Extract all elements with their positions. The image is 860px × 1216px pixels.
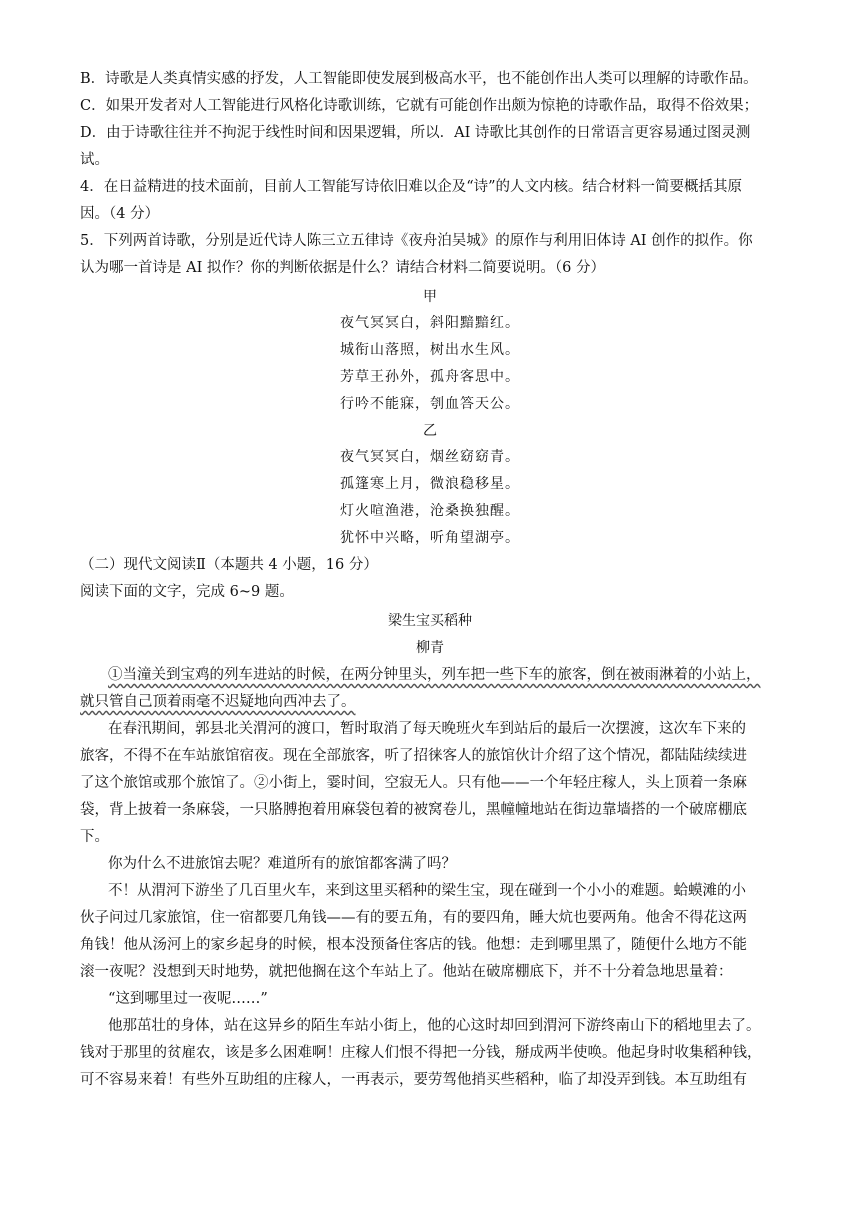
paragraph-line: 钱对于那里的贫雇农，该是多么困难啊！庄稼人们恨不得把一分钱，掰成两半使唤。他起身时收集稻种钱， [80, 1045, 762, 1061]
section-heading: （二）现代文阅读Ⅱ（本题共 4 小题，16 分） [80, 557, 378, 573]
story-author: 柳青 [416, 640, 444, 656]
option-c: C．如果开发者对人工智能进行风格化诗歌训练，它就有可能创作出颇为惊艳的诗歌作品，取得不俗效果； [80, 98, 759, 114]
poem-a-line: 夜气冥冥白，斜阳黯黯红。 [340, 315, 520, 331]
underlined-sentence: ①当潼关到宝鸡的列车进站的时候，在两分钟里头，列车把一些下车的旅客，倒在被雨淋着的小站上， [108, 667, 761, 683]
paragraph-line: 袋，背上披着一条麻袋，一只胳膊抱着用麻袋包着的被窝卷儿，黑幢幢地站在街边靠墙搭的一个破席棚底 [80, 802, 747, 818]
question-5-line2: 认为哪一首诗是 AI 拟作？你的判断依据是什么？请结合材料二简要说明。（6 分） [80, 260, 605, 276]
poem-b-line: 夜气冥冥白，烟丝窈窈青。 [340, 449, 520, 465]
poem-b-line: 犹怀中兴略，听角望湖亭。 [340, 530, 520, 546]
paragraph-line: 在春汛期间，郭县北关渭河的渡口，暂时取消了每天晚班火车到站后的最后一次摆渡，这次车下来的 [108, 721, 746, 737]
paragraph-line: 伙子问过几家旅馆，住一宿都要几角钱——有的要五角，有的要四角，睡大炕也要两角。他舍不得花这两 [80, 910, 747, 926]
paragraph-line: 旅客，不得不在车站旅馆宿夜。现在全部旅客，听了招徕客人的旅馆伙计介绍了这个情况，都陆陆续续进 [80, 748, 747, 764]
paragraph-line: 滚一夜呢？没想到天时地势，就把他搁在这个车站上了。他站在破席棚底下，并不十分着急地思量着： [80, 964, 733, 980]
question-4-line1: 4．在日益精进的技术面前，目前人工智能写诗依旧难以企及“诗”的人文内核。结合材料一简要概括其原 [80, 179, 743, 195]
option-d-line2: 试。 [80, 152, 109, 168]
question-5-line1: 5．下列两首诗歌，分别是近代诗人陈三立五律诗《夜舟泊吴城》的原作与利用旧体诗 AI 创作的拟作。你 [80, 233, 753, 249]
poem-a-line: 芳草王孙外，孤舟客思中。 [340, 369, 520, 385]
option-d-line1: D．由于诗歌往往并不拘泥于线性时间和因果逻辑，所以．AI 诗歌比其创作的日常语言更容易通过图灵测 [80, 125, 751, 141]
paragraph-line [108, 662, 784, 689]
paragraph-line: “这到哪里过一夜呢……” [108, 991, 268, 1007]
section-instruction: 阅读下面的文字，完成 6~9 题。 [80, 584, 294, 600]
paragraph-line: 他那茁壮的身体，站在这异乡的陌生车站小街上，他的心这时却回到渭河下游终南山下的稻地里去了。 [108, 1018, 761, 1034]
poem-b-line: 孤篷寒上月，微浪稳移星。 [340, 476, 520, 492]
story-title: 梁生宝买稻种 [388, 613, 472, 629]
poem-b-line: 灯火喧渔港，沧桑换独醒。 [340, 503, 520, 519]
underlined-sentence: 就只管自己顶着雨毫不迟疑地向西冲去了。 [80, 694, 356, 710]
paragraph-line [80, 689, 784, 716]
paragraph-line: 不！从渭河下游坐了几百里火车，来到这里买稻种的梁生宝，现在碰到一个小小的难题。蛤蟆滩的小 [108, 883, 746, 899]
paragraph-line: 了这个旅馆或那个旅馆了。②小街上，霎时间，空寂无人。只有他——一个年轻庄稼人，头上顶着一条麻 [80, 775, 747, 791]
paragraph-line: 可不容易来着！有些外互助组的庄稼人，一再表示，要劳驾他捎买些稻种，临了却没弄到钱。本互助组有 [80, 1072, 747, 1088]
option-b: B．诗歌是人类真情实感的抒发，人工智能即使发展到极高水平，也不能创作出人类可以理解的诗歌作品。 [80, 71, 758, 87]
poem-a-label: 甲 [423, 289, 437, 305]
paragraph-line: 你为什么不进旅馆去呢？难道所有的旅馆都客满了吗？ [108, 856, 456, 872]
paragraph-line: 下。 [80, 829, 109, 845]
question-4-line2: 因。（4 分） [80, 206, 160, 222]
poem-b-label: 乙 [423, 423, 437, 439]
paragraph-line: 角钱！他从汤河上的家乡起身的时候，根本没预备住客店的钱。他想：走到哪里黑了，随便什么地方不能 [80, 937, 747, 953]
poem-a-line: 城衔山落照，树出水生风。 [340, 342, 520, 358]
poem-a-line: 行吟不能寐，刳血答天公。 [340, 396, 520, 412]
